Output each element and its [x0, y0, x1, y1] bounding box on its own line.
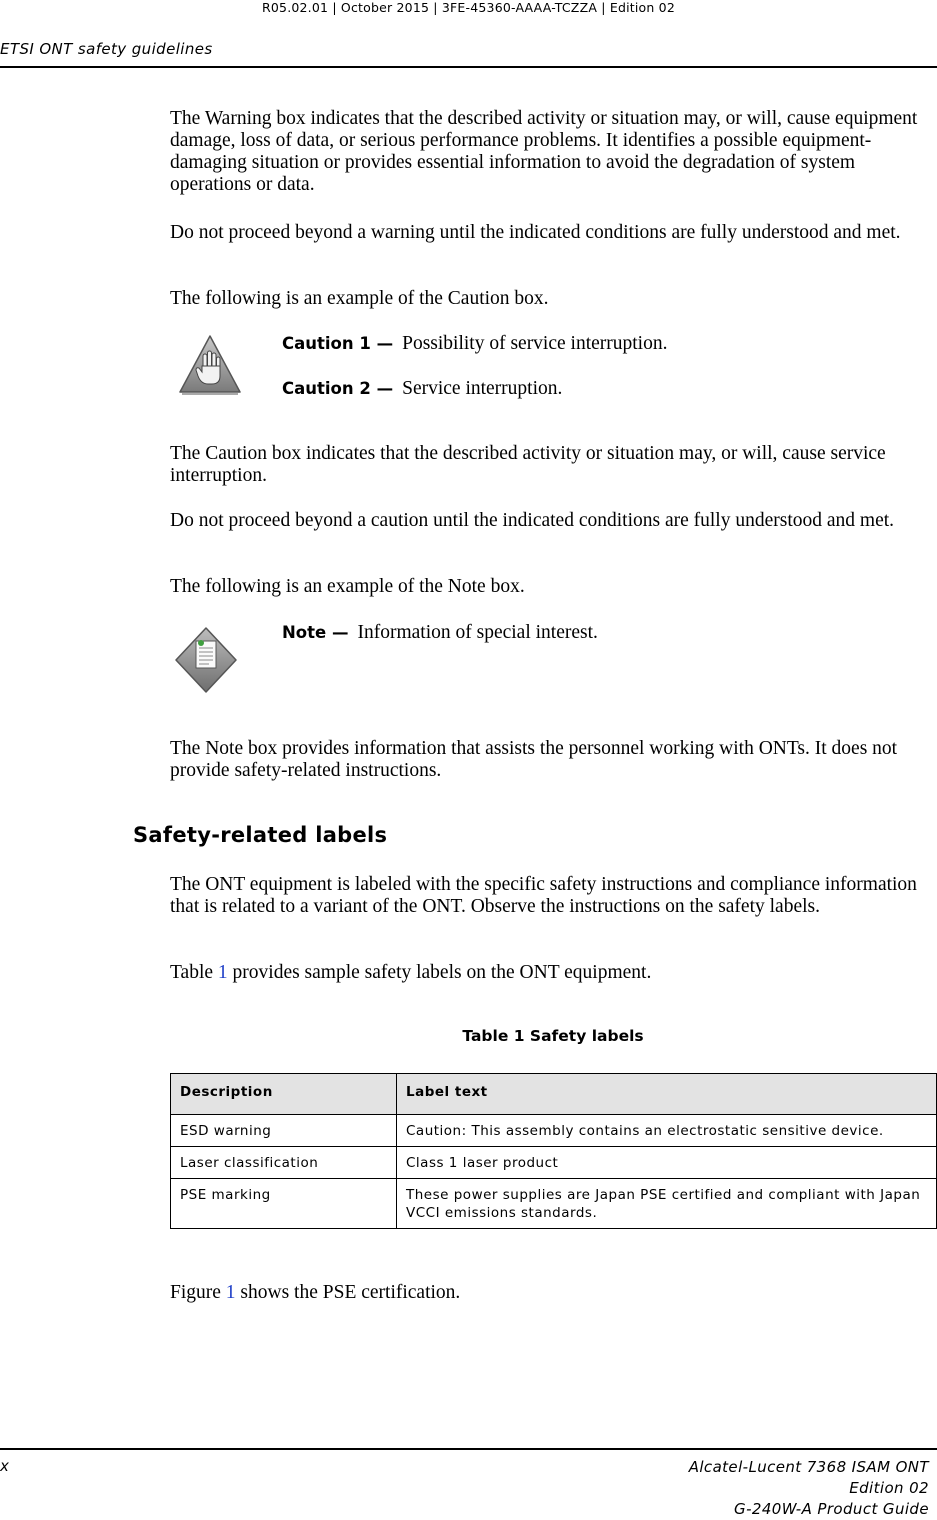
note-description: The Note box provides information that assists the personnel working with ONTs. It does not provide safety-related instructions.	[170, 738, 898, 781]
column-header-description: Description	[171, 1074, 397, 1115]
table-ref-suffix: provides sample safety labels on the ONT equipment.	[227, 962, 652, 983]
table-cell-description: PSE marking	[171, 1179, 397, 1229]
warning-description: The Warning box indicates that the described activity or situation may, or will, cause equipment damage, loss of data, or serious performance problems. It identifies a possible equipment-damaging situation or provides essential information to avoid the degradation of system operations or data.	[170, 108, 918, 195]
caution-item-1	[282, 333, 667, 355]
note-item	[282, 622, 598, 644]
caution-item-1-text: Possibility of service interruption.	[402, 333, 668, 354]
table-cell-label-text: These power supplies are Japan PSE certified and compliant with Japan VCCI emissions standards.	[397, 1179, 937, 1229]
table-ref-prefix: Table	[170, 962, 218, 983]
caution-item-2	[282, 378, 562, 400]
column-header-label-text: Label text	[397, 1074, 937, 1115]
warning-instruction: Do not proceed beyond a warning until the indicated conditions are fully understood and met.	[170, 222, 901, 243]
footer-edition: Edition 02	[849, 1479, 929, 1497]
note-label: Note —	[282, 623, 349, 642]
caution-item-2-text: Service interruption.	[402, 378, 563, 399]
footer-rule	[0, 1448, 937, 1450]
caution-intro: The following is an example of the Caution box.	[170, 288, 549, 309]
safety-labels-table	[170, 1073, 937, 1229]
table-cell-label-text: Class 1 laser product	[397, 1147, 937, 1179]
header-rule	[0, 66, 937, 68]
document-reference: R05.02.01 | October 2015 | 3FE-45360-AAAA-TCZZA | Edition 02	[262, 0, 675, 15]
table-caption: Table 1 Safety labels	[462, 1027, 644, 1045]
table-row	[171, 1115, 937, 1147]
caution-item-1-label: Caution 1 —	[282, 334, 394, 353]
caution-hand-icon	[176, 332, 244, 400]
figure-ref-suffix: shows the PSE certification.	[235, 1282, 461, 1303]
figure-reference-sentence	[170, 1282, 935, 1304]
footer-product-info	[689, 1457, 929, 1520]
header-section-title: ETSI ONT safety guidelines	[0, 40, 213, 58]
section-heading: Safety-related labels	[133, 823, 388, 847]
caution-description: The Caution box indicates that the described activity or situation may, or will, cause service interruption.	[170, 443, 886, 486]
figure-1-link[interactable]: 1	[225, 1282, 236, 1303]
table-cell-description: Laser classification	[171, 1147, 397, 1179]
table-cell-description: ESD warning	[171, 1115, 397, 1147]
table-cell-label-text: Caution: This assembly contains an electrostatic sensitive device.	[397, 1115, 937, 1147]
labels-description: The ONT equipment is labeled with the specific safety instructions and compliance information that is related to a variant of the ONT. Observe the instructions on the safety labels.	[170, 874, 917, 917]
table-header-row	[171, 1074, 937, 1115]
page-number: x	[0, 1457, 9, 1475]
table-row	[171, 1147, 937, 1179]
footer-guide: G-240W-A Product Guide	[734, 1500, 929, 1518]
caution-instruction: Do not proceed beyond a caution until the indicated conditions are fully understood and met.	[170, 510, 895, 531]
table-row	[171, 1179, 937, 1229]
table-reference-sentence	[170, 962, 935, 984]
table-1-link[interactable]: 1	[217, 962, 228, 983]
note-intro: The following is an example of the Note box.	[170, 576, 525, 597]
caution-item-2-label: Caution 2 —	[282, 379, 394, 398]
figure-ref-prefix: Figure	[170, 1282, 226, 1303]
note-text: Information of special interest.	[357, 622, 598, 643]
note-document-icon	[172, 624, 240, 696]
footer-product: Alcatel-Lucent 7368 ISAM ONT	[688, 1458, 929, 1476]
